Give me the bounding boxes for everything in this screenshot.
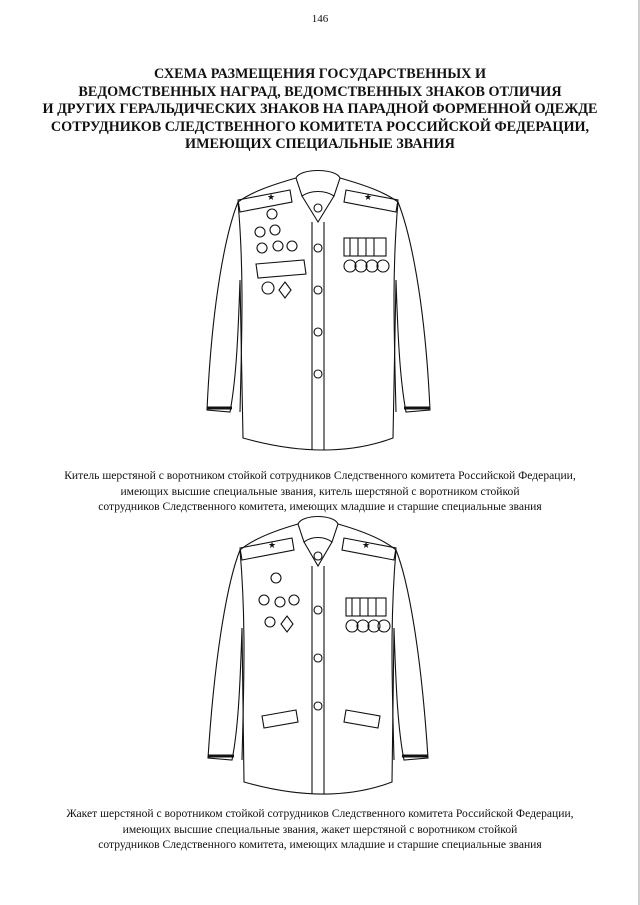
button (314, 204, 322, 212)
medal (346, 620, 358, 632)
caption-line: имеющих высшие специальные звания, жакет шерстяной с воротником стойкой (122, 822, 518, 836)
medal (255, 227, 265, 237)
medal (289, 595, 299, 605)
page-number: 146 (311, 13, 329, 25)
medal (257, 243, 267, 253)
medal (271, 573, 281, 583)
medal (262, 282, 274, 294)
medal (287, 241, 297, 251)
medal (377, 260, 389, 272)
button (314, 702, 322, 710)
medal (344, 260, 356, 272)
button (314, 244, 322, 252)
button (314, 328, 322, 336)
star-badge: ★ (268, 540, 277, 550)
caption-line: имеющих высшие специальные звания, китель шерстяной с воротником стойкой (120, 484, 520, 498)
title-line: И ДРУГИХ ГЕРАЛЬДИЧЕСКИХ ЗНАКОВ НА ПАРАДНОЙ ФОРМЕННОЙ ОДЕЖДЕ (42, 101, 598, 117)
title-line: ВЕДОМСТВЕННЫХ НАГРАД, ВЕДОМСТВЕННЫХ ЗНАКОВ ОТЛИЧИЯ (78, 83, 562, 100)
medal (265, 617, 275, 627)
button (314, 286, 322, 294)
button (314, 552, 322, 560)
medal (275, 597, 285, 607)
title-line: СОТРУДНИКОВ СЛЕДСТВЕННОГО КОМИТЕТА РОССИЙСКОЙ ФЕДЕРАЦИИ, (50, 118, 590, 135)
medal (259, 595, 269, 605)
star-badge: ★ (267, 192, 276, 202)
tunic-illustration (0, 160, 640, 460)
caption-line: Жакет шерстяной с воротником стойкой сотрудников Следственного комитета Российской Федерации, (66, 807, 574, 820)
title-line: СХЕМА РАЗМЕЩЕНИЯ ГОСУДАРСТВЕННЫХ И (154, 66, 486, 82)
pocket-flap (344, 710, 380, 728)
caption-line: сотрудников Следственного комитета, имеющих младшие и старшие специальные звания (98, 838, 542, 851)
button (314, 606, 322, 614)
badge (279, 282, 291, 298)
medal (273, 241, 283, 251)
left-shoulder-strap (238, 190, 292, 212)
collar (298, 517, 338, 543)
page-title (30, 66, 610, 154)
title-line: ИМЕЮЩИХ СПЕЦИАЛЬНЫЕ ЗВАНИЯ (185, 136, 455, 152)
caption-line: Китель шерстяной с воротником стойкой сотрудников Следственного комитета Российской Федерации, (64, 469, 576, 482)
medal (357, 620, 369, 632)
badge (281, 616, 293, 632)
left-shoulder-strap (240, 538, 294, 560)
caption-line: сотрудников Следственного комитета, имеющих младшие и старшие специальные звания (98, 500, 542, 513)
medal (267, 209, 277, 219)
medal (270, 225, 280, 235)
medal (366, 260, 378, 272)
button (314, 654, 322, 662)
jacket-illustration (0, 510, 640, 802)
star-badge: ★ (364, 192, 373, 202)
figure-caption (20, 468, 620, 515)
medal (355, 260, 367, 272)
pocket-flap (262, 710, 298, 728)
pocket-flap (256, 260, 306, 278)
button (314, 370, 322, 378)
collar (296, 171, 340, 197)
star-badge: ★ (362, 540, 371, 550)
figure-caption (20, 806, 620, 853)
